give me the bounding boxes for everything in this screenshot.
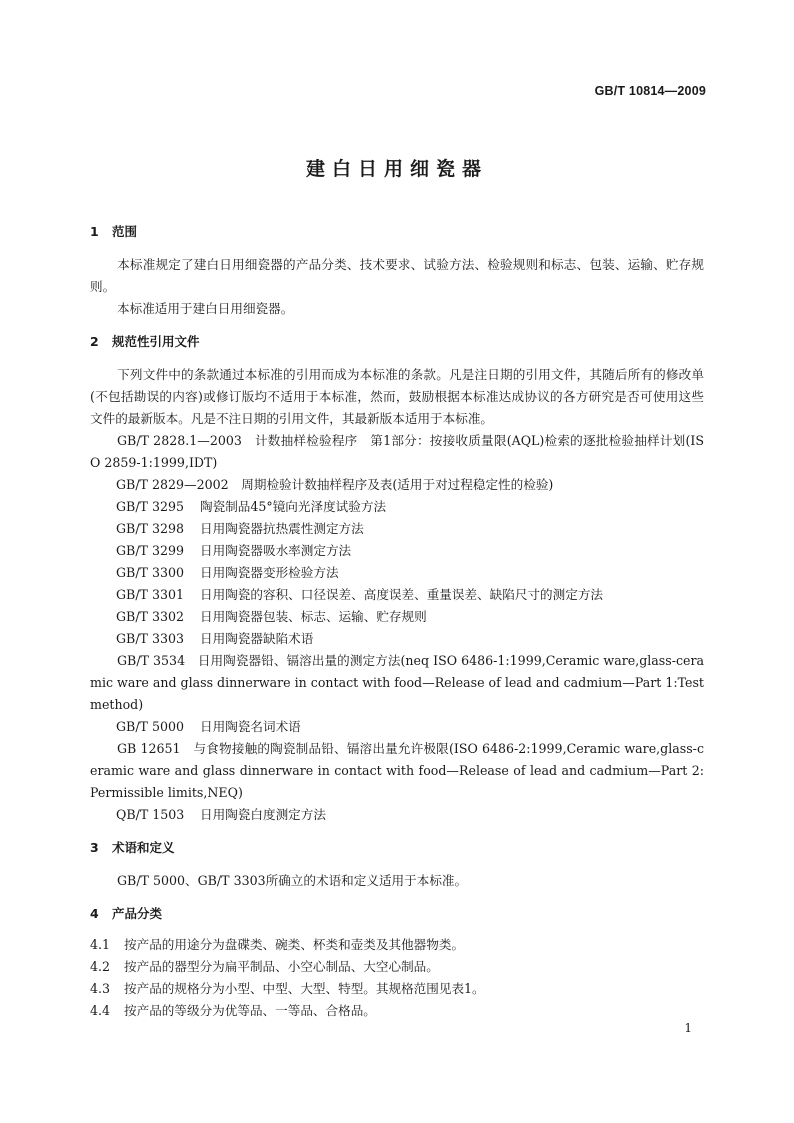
reference-item	[116, 496, 386, 518]
reference-item	[116, 606, 427, 628]
reference-title: 日用陶瓷器包装、标志、运输、贮存规则	[200, 609, 427, 624]
item-number: 4.3	[90, 981, 111, 996]
reference-title: 日用陶瓷的容积、口径误差、高度误差、重量误差、缺陷尺寸的测定方法	[200, 587, 603, 602]
section-1-heading	[90, 222, 137, 240]
reference-code: GB/T 2828.1—2003	[117, 433, 242, 448]
reference-code: GB/T 3298	[116, 521, 185, 536]
standard-code: GB/T 10814—2009	[594, 84, 706, 98]
reference-code: QB/T 1503	[116, 807, 185, 822]
classification-item	[90, 978, 485, 1000]
section-number: 4	[90, 906, 99, 921]
reference-item	[116, 562, 339, 584]
section-number: 2	[90, 334, 99, 349]
section-title: 产品分类	[112, 906, 163, 921]
section-number: 1	[90, 224, 99, 239]
scope-paragraph-1	[90, 254, 704, 298]
section-3-heading	[90, 838, 175, 856]
reference-code: GB/T 5000	[116, 719, 185, 734]
reference-code: GB/T 3301	[116, 587, 185, 602]
section-title: 范围	[112, 224, 138, 239]
reference-title: 周期检验计数抽样程序及表(适用于对过程稳定性的检验)	[241, 477, 554, 492]
reference-code: GB/T 3299	[116, 543, 185, 558]
reference-item	[116, 474, 553, 496]
paragraph-text: 本标准适用于建白日用细瓷器。	[117, 301, 294, 316]
item-number: 4.4	[90, 1003, 111, 1018]
reference-item	[116, 540, 351, 562]
item-text: 按产品的器型分为扁平制品、小空心制品、大空心制品。	[124, 959, 439, 974]
reference-item	[90, 738, 704, 804]
reference-code: GB 12651	[117, 741, 181, 756]
classification-item	[90, 934, 464, 956]
section-title: 规范性引用文件	[112, 334, 200, 349]
reference-item	[116, 518, 364, 540]
reference-title: 陶瓷制品45°镜向光泽度试验方法	[200, 499, 387, 514]
reference-item	[116, 804, 326, 826]
terms-paragraph	[90, 870, 704, 892]
item-number: 4.1	[90, 937, 111, 952]
classification-item	[90, 956, 439, 978]
reference-code: GB/T 3295	[116, 499, 185, 514]
page-number: 1	[684, 1021, 692, 1035]
reference-item	[90, 430, 704, 474]
document-title: 建白日用细瓷器	[305, 158, 488, 180]
paragraph-text: 下列文件中的条款通过本标准的引用而成为本标准的条款。凡是注日期的引用文件，其随后所有的修改单(不包括勘误的内容)或修订版均不适用于本标准，然而，鼓励根据本标准达成协议的各方研究是否可使用这些文件的最新版本。凡是不注日期的引用文件，其最新版本适用于本标准。	[90, 367, 704, 426]
item-text: 按产品的等级分为优等品、一等品、合格品。	[124, 1003, 376, 1018]
reference-title: 日用陶瓷器缺陷术语	[200, 631, 314, 646]
section-4-heading	[90, 904, 162, 922]
reference-item	[116, 716, 301, 738]
item-number: 4.2	[90, 959, 111, 974]
reference-code: GB/T 3302	[116, 609, 185, 624]
reference-title: 计数抽样检验程序 第1部分：按接收质量限(AQL)检索的逐批检验抽样计划(ISO 2859-1:1999,IDT)	[90, 433, 705, 470]
item-text: 按产品的规格分为小型、中型、大型、特型。其规格范围见表1。	[124, 981, 485, 996]
paragraph-text: GB/T 5000、GB/T 3303所确立的术语和定义适用于本标准。	[117, 873, 468, 888]
section-2-heading	[90, 332, 200, 350]
classification-item	[90, 1000, 376, 1022]
scope-paragraph-2	[90, 298, 704, 320]
section-number: 3	[90, 840, 99, 855]
reference-title: 日用陶瓷白度测定方法	[200, 807, 326, 822]
section-title: 术语和定义	[112, 840, 175, 855]
reference-code: GB/T 3534	[117, 653, 186, 668]
reference-title: 日用陶瓷器抗热震性测定方法	[200, 521, 364, 536]
paragraph-text: 本标准规定了建白日用细瓷器的产品分类、技术要求、试验方法、检验规则和标志、包装、运输、贮存规则。	[90, 257, 704, 294]
reference-item	[116, 628, 313, 650]
reference-title: 与食物接触的陶瓷制品铅、镉溶出量允许极限(ISO 6486-2:1999,Ceramic ware,glass-ceramic ware and glass dinnerware in contact with food—Release of lead and cadmium—Part 2:Permissible limits,NEQ)	[90, 741, 704, 800]
reference-title: 日用陶瓷器铅、镉溶出量的测定方法(neq ISO 6486-1:1999,Ceramic ware,glass-ceramic ware and glass dinnerware in contact with food—Release of lead and cadmium—Part 1:Test method)	[90, 653, 705, 712]
references-intro	[90, 364, 704, 430]
reference-item	[116, 584, 603, 606]
reference-title: 日用陶瓷名词术语	[200, 719, 301, 734]
item-text: 按产品的用途分为盘碟类、碗类、杯类和壶类及其他器物类。	[124, 937, 465, 952]
reference-code: GB/T 3303	[116, 631, 185, 646]
reference-title: 日用陶瓷器变形检验方法	[200, 565, 339, 580]
reference-code: GB/T 2829—2002	[116, 477, 229, 492]
reference-item	[90, 650, 704, 716]
reference-code: GB/T 3300	[116, 565, 185, 580]
reference-title: 日用陶瓷器吸水率测定方法	[200, 543, 352, 558]
